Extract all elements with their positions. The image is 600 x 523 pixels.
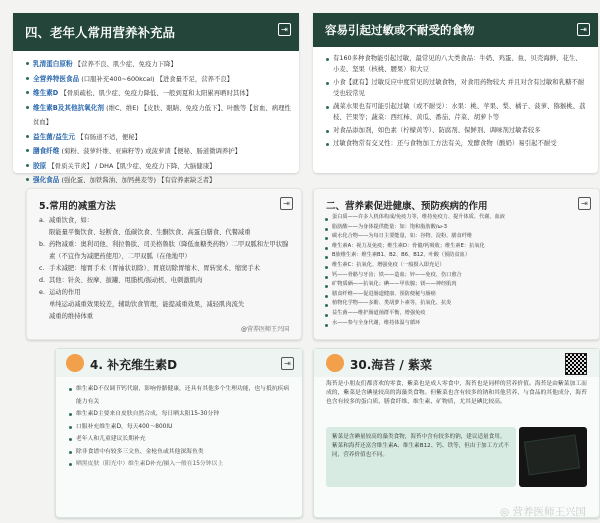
list-item: 碳水化合物——为每日主要能量，如：谷物、淀粉、膳食纤维 xyxy=(324,232,589,242)
exit-icon[interactable]: ⇥ xyxy=(278,23,291,36)
orange-badge-icon xyxy=(66,354,84,372)
row-text: 减重的维持体重 xyxy=(49,313,94,320)
info-box xyxy=(326,427,516,487)
item-note: (口服补充400~600kcal) 【进食量不足，营养不良】 xyxy=(81,74,234,83)
item-label: 维生素D xyxy=(33,89,59,97)
list-item: 脂肪酸——为身体提供能量：如：饱和脂肪酸/ω-3 xyxy=(324,223,589,233)
card-supplements xyxy=(13,13,299,184)
qr-code-icon xyxy=(565,353,587,375)
method-list xyxy=(39,215,291,323)
list-item: 益生菌——维护肠道菌群平衡，增强免疫 xyxy=(324,309,589,319)
list-item xyxy=(25,144,291,159)
weibo-icon: ◎ xyxy=(500,506,513,518)
item-note: 【骨质疏松、肌少症、免疫力降低、一般到夏和太阳累再晒时其体】 xyxy=(60,89,253,97)
card-title: 30.海苔 / 紫菜 xyxy=(350,358,432,372)
card-nutrients xyxy=(313,188,600,340)
method-row xyxy=(39,239,291,263)
exit-icon[interactable]: ⇥ xyxy=(280,197,293,210)
list-item: 维生素D不仅调节钙代谢，影响骨骼健康，还具有其他多个生理功能，也与抵抗疾病能力有关 xyxy=(68,383,292,408)
list-item xyxy=(25,130,291,145)
nutrient-list xyxy=(324,213,589,328)
card-title: 4. 补充维生素D xyxy=(90,358,178,372)
exit-icon[interactable]: ⇥ xyxy=(281,357,294,370)
row-text: 其他：针灸、按摩、拔罐、甩脂机/振动机、电刺激肌肉 xyxy=(49,277,203,284)
row-mark xyxy=(39,311,49,323)
item-note: (强化蛋、加铁酱油、加钙燕麦等) 【有营养素缺乏者】 xyxy=(61,176,216,184)
method-row xyxy=(39,215,291,227)
list-item: 水——参与全身代谢，维持体温与循环 xyxy=(324,319,589,329)
item-label: 强化食品 xyxy=(33,176,60,184)
row-mark xyxy=(39,227,49,239)
info-box-text: 紫菜是含碘量较高的藻类食物，海苔中含有较多的钠，建议适量食用。紫菜和海苔还富含维生素A、维生素B12、钙、铁等，但由于加工方式不同，营养价值也不同。 xyxy=(332,434,510,458)
vitamin-d-list xyxy=(68,383,292,470)
method-row xyxy=(39,311,291,323)
footer-watermark xyxy=(500,504,586,519)
paragraph: 海苔是小朋友们都喜欢的零食，紫菜也是成人零食中，海苔也是同样的营养价值。海苔是由紫菜加工而成的，紫菜是含碘量较高的海藻类食物。但紫菜也含有较多的钠和其他营养，与食品的其他成分，海苔也含有较多的蛋白质、膳食纤维、维生素、矿物质，尤其是碘比较高。 xyxy=(326,381,587,405)
orange-badge-icon xyxy=(326,354,344,372)
list-item: 蛋白质——许多人机体构成/免疫力等，维持免疫力、提升体质、代谢、血液 xyxy=(324,213,589,223)
list-item: 老年人和儿童建议长期补充 xyxy=(68,433,292,446)
watermark: @营养医师王兴国 xyxy=(240,326,289,333)
row-mark: a. xyxy=(39,217,45,224)
method-row xyxy=(39,263,291,275)
item-note: (菊粉、菠萝纤维、亚麻籽等) 或菠萝渣【便秘、肠道微调养护】 xyxy=(61,147,242,155)
item-note: 【骨质关节炎】 / DHA【肌少症、免疫力下降、大脑健康】 xyxy=(48,161,216,170)
allergy-list xyxy=(313,47,598,149)
card-title: 容易引起过敏或不耐受的食物 xyxy=(325,23,475,37)
list-item: 对食品添加剂，如色素（柠檬黄等）、防腐剂、保鲜剂、调味剂过敏者较多 xyxy=(325,125,588,136)
supplement-list xyxy=(13,51,299,188)
card-vitamin-d xyxy=(55,348,303,518)
list-item: 除非食谱中有较多三文鱼、金枪鱼或其他深海鱼类 xyxy=(68,446,292,459)
item-label: 益生菌/益生元 xyxy=(33,132,75,141)
row-text: 药物减重：奥利司他、利拉鲁肽、司美格鲁肽（降低血糖类药物）二甲双胍和左甲状腺素（不宜作为减肥药使用）、二甲双胍（在他地甲） xyxy=(49,241,289,260)
list-item: 膳食纤维——促进肠道健康、预防便秘与肠癌 xyxy=(324,290,589,300)
row-text: 限能量平衡饮食、轻断食、低碳饮食、生酮饮食、高蛋白膳食、代餐减重 xyxy=(49,229,251,236)
row-text: 单纯运动减重效果较差，辅助饮食管理，能提减重效果，减轻肌肉流失 xyxy=(49,301,245,308)
seaweed-image xyxy=(519,427,587,487)
list-item: 有160多种食物能引起过敏，最常见的八大类食品：牛奶、鸡蛋、鱼、贝壳海鲜、花生、小麦、坚果（核桃、腰果）和大豆 xyxy=(325,53,588,75)
row-text: 减重饮食，如： xyxy=(49,217,94,224)
list-item xyxy=(25,57,291,72)
list-item xyxy=(25,86,291,101)
item-note: (维C、维E) 【皮肤、眼睛、免疫力低下】、叶酸等【贫血、病理性贫血】 xyxy=(33,103,291,126)
item-note: 【营养不良、肌少症、免疫力下降】 xyxy=(74,60,177,68)
row-mark: d. xyxy=(39,277,45,284)
exit-icon[interactable]: ⇥ xyxy=(577,23,590,36)
card-title: 四、老年人常用营养补充品 xyxy=(25,25,176,40)
list-item xyxy=(25,101,291,130)
list-item: 维生素C：抗氧化、增强免疫（一般摄入即充足） xyxy=(324,261,589,271)
item-label: 全营养特医食品 xyxy=(33,74,80,83)
row-text: 运动的作用 xyxy=(49,289,81,296)
card-seaweed xyxy=(313,348,600,518)
list-item: 过敏食物常有交叉性：还与食物加工方法有关，发酵食物（酸奶）易引起不耐受 xyxy=(325,138,588,149)
row-mark: b. xyxy=(39,241,45,248)
list-item xyxy=(25,173,291,188)
sub-note: 晒黑皮肤（阳光中）维生素D补充/摄入一般在15分钟以上 xyxy=(68,458,292,470)
list-item: 维生素D主要来自皮肤自然合成，每日晒太阳15-30分钟 xyxy=(68,408,292,421)
list-item xyxy=(25,72,291,87)
method-row xyxy=(39,275,291,287)
card-weight-loss xyxy=(26,188,302,340)
list-item: 维生素A：视力及免疫；维生素D：骨骼/钙吸收；维生素E：抗氧化 xyxy=(324,242,589,252)
card-header xyxy=(13,13,299,51)
card-header xyxy=(313,13,598,47)
item-label: 乳清蛋白原粉 xyxy=(33,60,73,68)
row-text: 手术减肥：缩胃手术（胃袖状切除）、胃底切除胃缩术、胃转窦术、缩窦手术 xyxy=(49,265,260,272)
list-item xyxy=(25,159,291,174)
card-title: 5.常用的减重方法 xyxy=(39,201,116,212)
method-row xyxy=(39,227,291,239)
card-allergy xyxy=(313,13,598,173)
method-row xyxy=(39,287,291,299)
method-row xyxy=(39,299,291,311)
row-mark: e. xyxy=(39,289,45,296)
list-item: B族维生素：维生素B1、B2、B6、B12、叶酸（预防贫血） xyxy=(324,251,589,261)
row-mark: c. xyxy=(39,265,45,272)
item-note: 【有肠道不适，便秘】 xyxy=(77,132,141,141)
exit-icon[interactable]: ⇥ xyxy=(578,197,591,210)
item-label: 胶原 xyxy=(33,161,47,170)
row-mark xyxy=(39,299,49,311)
list-item: 小食【就有】过敏反应中度常见的过敏食物，对食用药物较大 并且对含有过敏和乳糖不耐受也较常见 xyxy=(325,77,588,99)
card-title: 二、营养素促进健康、预防疾病的作用 xyxy=(326,201,488,212)
footer-handle-text: 营养医师王兴国 xyxy=(512,506,586,518)
list-item: 植物化学物——多酚、类胡萝卜素等，抗氧化、抗炎 xyxy=(324,299,589,309)
item-label: 膳食纤维 xyxy=(33,147,60,155)
list-item: 蔬菜水果也有可能引起过敏（或不耐受）：水果：桃、苹果、梨、橘子、菠萝、猕猴桃、荔枝、芒果等；蔬菜：西红柿、黄瓜、番茄、芹菜、胡萝卜等 xyxy=(325,101,588,123)
list-item: 矿物质硒——抗氧化；碘——甲状腺；镁——神经肌肉 xyxy=(324,280,589,290)
list-item: 钙——骨骼与牙齿；铁——造血；锌——免疫、伤口愈合 xyxy=(324,271,589,281)
list-item: 口服补充维生素D，每天400～800IU xyxy=(68,421,292,434)
item-label: 维生素B及其他抗氧化剂 xyxy=(33,103,104,112)
